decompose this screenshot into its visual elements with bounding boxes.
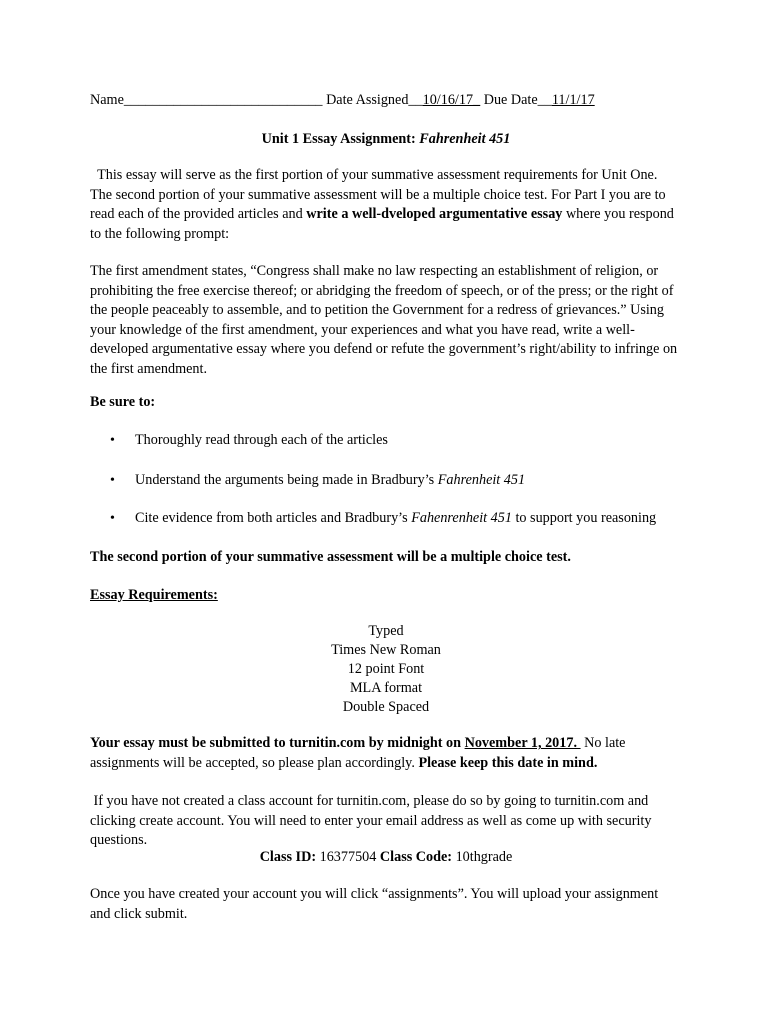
date-assigned-prefix: __ — [408, 92, 423, 108]
class-id-value: 16377504 — [319, 849, 377, 865]
page-title — [90, 130, 682, 150]
requirement-item: Double Spaced — [342, 699, 430, 715]
bullet-text-italic: Fahenrenheit 451 — [411, 510, 512, 526]
requirement-item: Times New Roman — [331, 642, 441, 658]
name-blank: ____________________________ — [123, 92, 323, 108]
intro-paragraph — [90, 166, 682, 244]
second-portion-note: The second portion of your summative assessment will be a multiple choice test. — [90, 549, 571, 565]
bullet-text — [135, 509, 682, 529]
bullet-icon: • — [110, 433, 115, 448]
title-prefix: Unit 1 Essay Assignment: — [261, 131, 420, 147]
date-assigned-value: 10/16/17_ — [422, 92, 481, 108]
submission-bold-end: Please keep this date in mind. — [418, 754, 598, 771]
requirements-heading: Essay Requirements: — [90, 587, 218, 603]
intro-part1: This essay will serve as the first portion of your summative assessment requirements for Unit One. The second portion of your summative assessment will be a multiple choice test. For Part I you are to read each of the provided articles and — [90, 167, 670, 223]
requirements-list — [90, 622, 682, 717]
class-code-label: Class Code: — [376, 849, 456, 865]
bullet-text — [135, 471, 682, 491]
submission-date: November 1, 2017. — [464, 735, 581, 751]
class-id-label: Class ID: — [259, 849, 320, 865]
intro-part2: where you respond to the following prompt: — [90, 206, 674, 242]
due-date-label: Due Date — [483, 92, 538, 108]
bullet-text-tail: to support you reasoning — [511, 510, 657, 526]
title-book: Fahrenheit 451 — [419, 131, 511, 147]
date-assigned-label: Date Assigned — [326, 92, 409, 108]
bullet-text-plain: Understand the arguments being made in Bradbury’s — [135, 472, 438, 488]
class-info-line — [90, 848, 682, 868]
account-paragraph — [90, 792, 682, 851]
submission-paragraph — [90, 734, 682, 773]
final-paragraph: Once you have created your account you will click “assignments”. You will upload your assignment and click submit. — [90, 886, 659, 922]
name-label: Name — [90, 92, 124, 108]
class-code-value: 10thgrade — [455, 849, 513, 865]
bullet-icon: • — [110, 511, 115, 526]
submission-bold-start: Your essay must be submitted to turnitin.com by midnight on — [90, 735, 465, 751]
account-text: If you have not created a class account for turnitin.com, please do so by going to turnitin.com and clicking create account. You will need to enter your email address as well as come up with security questions. — [90, 793, 655, 849]
bullet-text-italic: Fahrenheit 451 — [437, 472, 526, 488]
requirement-item: MLA format — [349, 680, 423, 696]
bullet-icon: • — [110, 473, 115, 488]
be-sure-heading: Be sure to: — [90, 394, 156, 410]
bullet-text — [135, 431, 682, 451]
requirement-item: Typed — [368, 623, 404, 639]
header-line — [90, 91, 682, 111]
requirement-item: 12 point Font — [347, 661, 425, 677]
bullet-text-plain: Thoroughly read through each of the articles — [135, 432, 388, 448]
due-date-value: 11/1/17 — [551, 92, 595, 108]
prompt-paragraph: The first amendment states, “Congress shall make no law respecting an establishment of religion, or prohibiting the free exercise thereof; or abridging the freedom of speech, or of the press; or the right of the people peaceably to assemble, and to petition the Government for a redress of grievances.” Using your knowledge of the first amendment, your experiences and what you have read, write a well-developed argumentative essay where you defend or refute the government’s right/ability to infringe on the first amendment. — [90, 263, 678, 377]
due-date-prefix: __ — [537, 92, 552, 108]
intro-bold: write a well-dveloped argumentative essay — [306, 206, 563, 223]
bullet-text-plain: Cite evidence from both articles and Bradbury’s — [135, 510, 412, 526]
submission-plain: No late assignments will be accepted, so please plan accordingly. — [90, 735, 626, 771]
